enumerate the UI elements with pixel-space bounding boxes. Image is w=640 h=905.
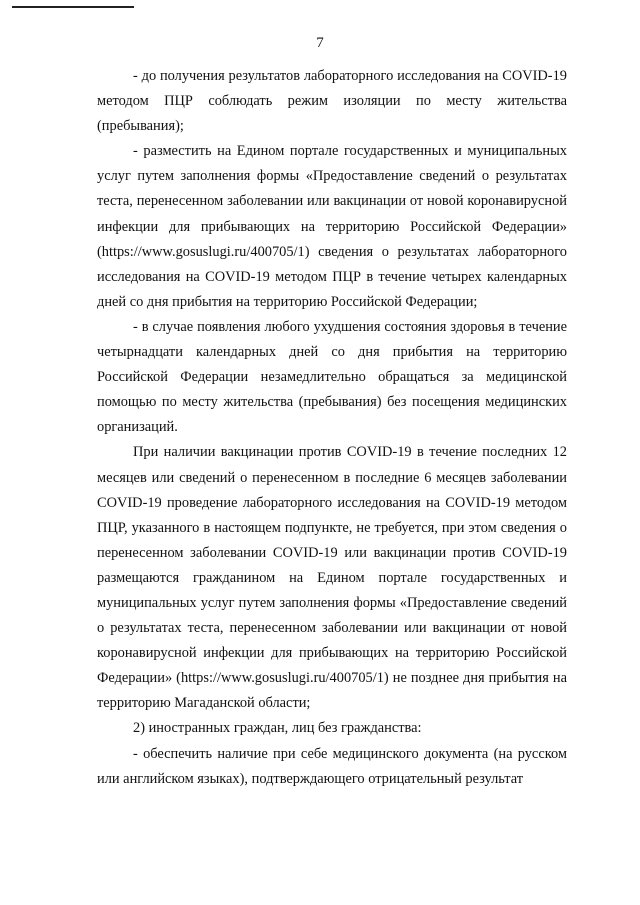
top-rule xyxy=(12,6,134,8)
paragraph-isolation: - до получения результатов лабораторного исследования на COVID-19 методом ПЦР соблюдать режим изоляции по месту жительства (пребывания); xyxy=(97,68,567,135)
paragraph-foreign-citizens: 2) иностранных граждан, лиц без гражданства: xyxy=(133,720,422,737)
paragraph-vaccination-exemption: При наличии вакцинации против COVID-19 в течение последних 12 месяцев или сведений о перенесенном в последние 6 месяцев заболевании COVID-19 проведение лабораторного исследования на COVID-19 методом ПЦР, указанного в настоящем подпункте, не требуется, при этом сведения о перенесенном заболевании COVID-19 или вакцинации против COVID-19 размещаются гражданином на Едином портале государственных и муниципальных услуг путем заполнения формы «Предоставление сведений о результатах теста, перенесенном заболевании или вакцинации от новой коронавирусной инфекции для прибывающих на территорию Российской Федерации» (https://www.gosuslugi.ru/400705/1) не позднее дня прибытия на территорию Магаданской области; xyxy=(97,444,567,712)
paragraph-gosuslugi-upload: - разместить на Едином портале государственных и муниципальных услуг путем заполнения формы «Предоставление сведений о результатах теста, перенесенном заболевании или вакцинации от новой коронавирусной инфекции для прибывающих на территорию Российской Федерации» (https://www.gosuslugi.ru/400705/1) сведения о результатах лабораторного исследования на COVID-19 методом ПЦР в течение четырех календарных дней со дня прибытия на территорию Российской Федерации; xyxy=(97,143,567,310)
page-number: 7 xyxy=(316,35,324,51)
paragraph-health-deterioration: - в случае появления любого ухудшения состояния здоровья в течение четырнадцати календарных дней со дня прибытия на территорию Российской Федерации незамедлительно обращаться за медицинской помощью по месту жительства (пребывания) без посещения медицинских организаций. xyxy=(97,318,567,436)
document-body xyxy=(97,64,567,792)
paragraph-medical-document: - обеспечить наличие при себе медицинского документа (на русском или английском языках), подтверждающего отрицательный результат xyxy=(97,745,567,787)
